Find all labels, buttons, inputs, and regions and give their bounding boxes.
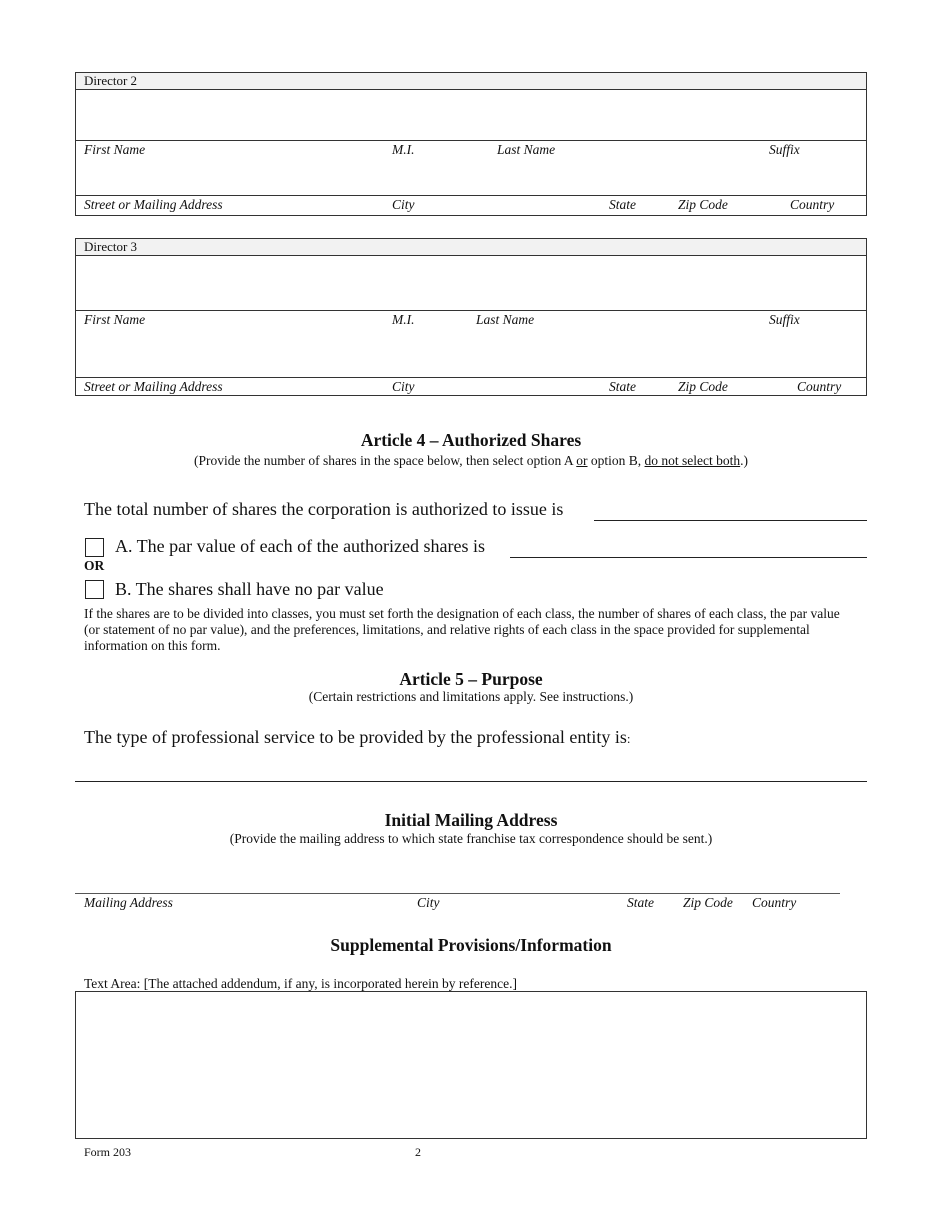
supplemental-title: Supplemental Provisions/Information <box>330 935 612 955</box>
supplemental-text-area[interactable] <box>75 991 867 1139</box>
article-5-note: (Certain restrictions and limitations apply. See instructions.) <box>308 689 634 704</box>
mailing-address-label: Mailing Address <box>84 895 173 910</box>
option-a-checkbox[interactable] <box>85 538 104 557</box>
purpose-divider <box>75 781 867 782</box>
classes-note: If the shares are to be divided into classes, you must set forth the designation of each class, the number of shares of each class, the par value (or statement of no par value), and the preferences, limitations, and relative rights of each class in the space provided for supplemental information on this form. <box>84 606 840 653</box>
article-4-note: (Provide the number of shares in the space below, then select option A or option B, do not select both.) <box>193 453 749 468</box>
director-2-last-name-label: Last Name <box>497 142 556 157</box>
director-3-last-name-label: Last Name <box>476 312 535 327</box>
page-number: 2 <box>415 1145 421 1159</box>
director-2-city-label: City <box>392 197 415 212</box>
total-shares-label: The total number of shares the corporation is authorized to issue is <box>84 499 564 519</box>
director-3-name-field[interactable] <box>76 256 866 311</box>
director-2-header: Director 2 <box>76 73 866 90</box>
professional-service-input[interactable] <box>75 750 867 780</box>
director-3-suffix-label: Suffix <box>769 312 800 327</box>
director-2-first-name-label: First Name <box>84 142 146 157</box>
professional-service-label: The type of professional service to be provided by the professional entity is: <box>84 727 631 747</box>
mailing-zip-label: Zip Code <box>683 895 733 910</box>
option-a-label: A. The par value of each of the authorized shares is <box>115 536 486 556</box>
director-2-country-label: Country <box>790 197 835 212</box>
article-5-title: Article 5 – Purpose <box>399 669 543 689</box>
director-3-address-field[interactable] <box>76 329 866 377</box>
director-2-zip-label: Zip Code <box>678 197 728 212</box>
director-2-state-label: State <box>609 197 636 212</box>
director-3-section <box>75 238 867 396</box>
director-3-street-label: Street or Mailing Address <box>84 379 223 394</box>
director-2-mi-label: M.I. <box>392 142 415 157</box>
option-b-label: B. The shares shall have no par value <box>115 579 384 599</box>
director-3-state-label: State <box>609 379 636 394</box>
text-area-label: Text Area: [The attached addendum, if any, is incorporated herein by reference.] <box>84 976 517 991</box>
mailing-address-line <box>75 893 840 894</box>
director-3-header: Director 3 <box>76 239 866 256</box>
director-2-address-field[interactable] <box>76 159 866 195</box>
director-2-suffix-label: Suffix <box>769 142 800 157</box>
mailing-city-label: City <box>417 895 440 910</box>
par-value-input[interactable] <box>510 557 867 558</box>
total-shares-input[interactable] <box>594 520 867 521</box>
mailing-address-input[interactable] <box>75 860 840 893</box>
director-3-zip-label: Zip Code <box>678 379 728 394</box>
director-3-country-label: Country <box>797 379 842 394</box>
director-2-street-label: Street or Mailing Address <box>84 197 223 212</box>
option-b-checkbox[interactable] <box>85 580 104 599</box>
article-4-title: Article 4 – Authorized Shares <box>360 430 582 450</box>
director-3-mi-label: M.I. <box>392 312 415 327</box>
mailing-address-note: (Provide the mailing address to which state franchise tax correspondence should be sent.) <box>229 831 713 846</box>
form-name: Form 203 <box>84 1145 132 1159</box>
or-label: OR <box>84 558 105 573</box>
director-2-section <box>75 72 867 216</box>
mailing-address-title: Initial Mailing Address <box>384 810 558 830</box>
director-3-first-name-label: First Name <box>84 312 146 327</box>
director-2-name-field[interactable] <box>76 90 866 140</box>
director-3-city-label: City <box>392 379 415 394</box>
mailing-country-label: Country <box>752 895 797 910</box>
mailing-state-label: State <box>627 895 654 910</box>
